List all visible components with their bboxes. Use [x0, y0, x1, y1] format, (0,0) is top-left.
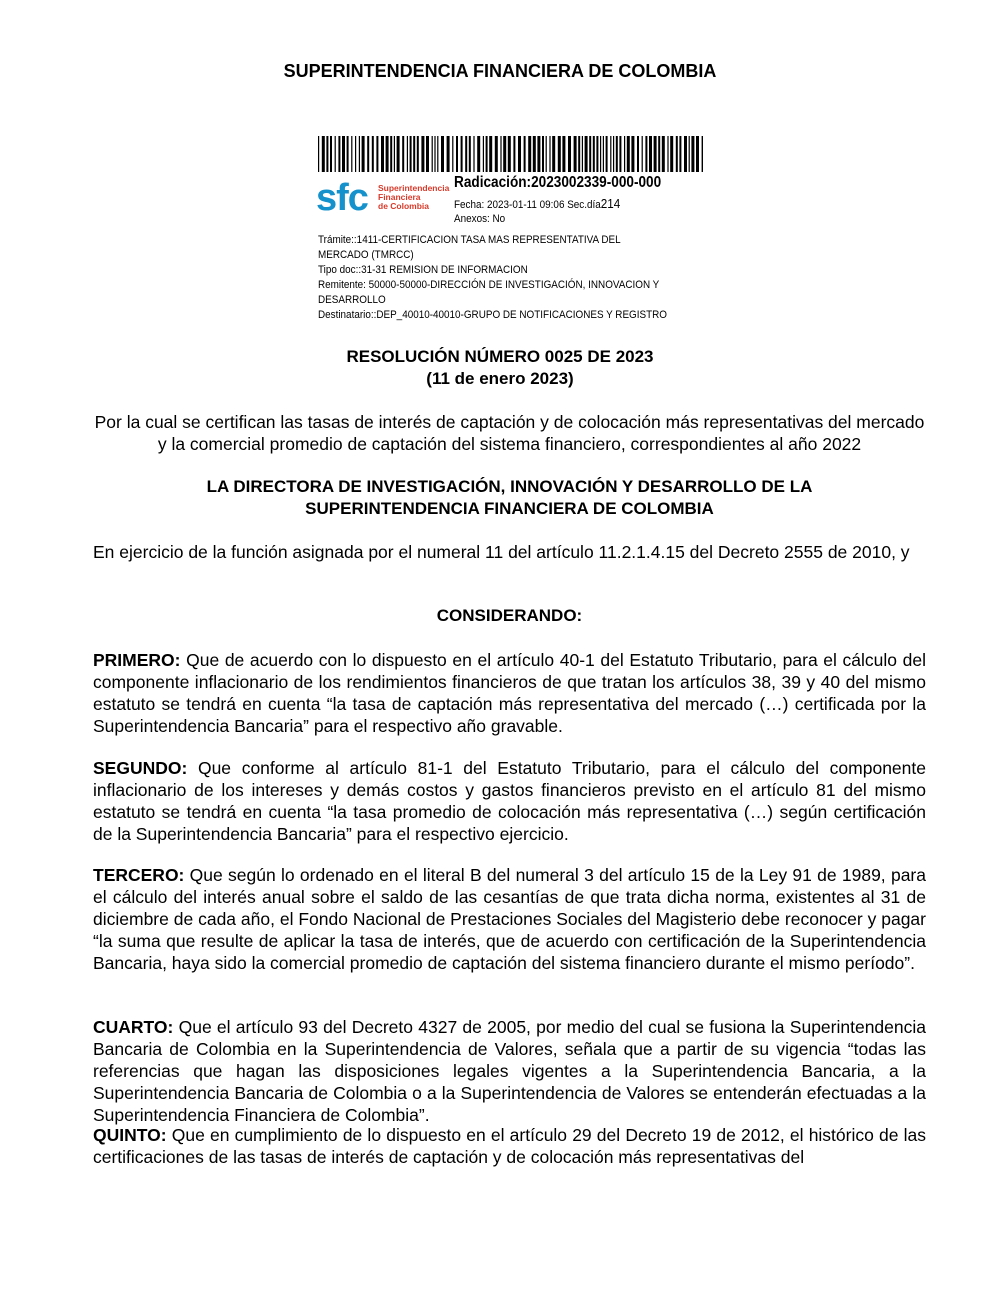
logo-letters: sfc: [316, 177, 368, 219]
barcode-bar: [318, 136, 319, 172]
barcode-bar: [589, 136, 591, 172]
barcode-bar: [578, 136, 580, 172]
barcode-bar: [407, 136, 408, 172]
meta-line: DESARROLLO: [318, 294, 386, 306]
barcode-bar: [351, 136, 352, 172]
barcode-bar: [667, 136, 668, 172]
barcode-bar: [649, 136, 652, 172]
exercise-paragraph: En ejercicio de la función asignada por el numeral 11 del artículo 11.2.1.4.15 del Decreto 2555 de 2010, y: [93, 542, 910, 562]
radicacion-stamp: [316, 136, 716, 326]
barcode-bar: [642, 136, 643, 172]
stamp-date: [454, 196, 620, 211]
barcode-bar: [417, 136, 419, 172]
barcode-bar: [503, 136, 506, 172]
barcode-bar: [568, 136, 571, 172]
barcode-bar: [613, 136, 614, 172]
considerando-heading: CONSIDERANDO:: [436, 606, 583, 625]
barcode-bar: [616, 136, 618, 172]
barcode-bar: [432, 136, 433, 172]
barcode-bar: [537, 136, 540, 172]
barcode-bar: [322, 136, 325, 172]
barcode-bar: [582, 136, 583, 172]
barcode-bar: [596, 136, 598, 172]
paragraph-segundo: [93, 757, 926, 845]
paragraph-cuarto: [93, 1016, 926, 1126]
institution-header: SUPERINTENDENCIA FINANCIERA DE COLOMBIA: [283, 61, 717, 81]
barcode-bar: [631, 136, 634, 172]
barcode-bar: [500, 136, 501, 172]
paragraph-text: Que según lo ordenado en el literal B del numeral 3 del artículo 15 de la Ley 91 de 1989, para el cálculo del interés anual sobre el saldo de las cesantías de que trata dicha norma, existentes al 31 de diciembre de cada año, el Fondo Nacional de Prestaciones Sociales del Magisterio debe reconocer y pagar “la suma que resulte de aplicar la tasa de interés, que de acuerdo con certificación de la Superintendencia Bancaria, haya sido la comercial promedio de captación del sistema financiero durante el mismo período”.: [93, 865, 926, 973]
barcode-bar: [426, 136, 429, 172]
barcode-bar: [367, 136, 369, 172]
barcode-bar: [518, 136, 521, 172]
barcode-bar: [372, 136, 374, 172]
barcode-bar: [381, 136, 384, 172]
barcode-bar: [524, 136, 526, 172]
barcode-bar: [376, 136, 378, 172]
sfc-logo: [316, 178, 451, 218]
barcode-bar: [342, 136, 345, 172]
paragraph-lead: PRIMERO:: [93, 650, 181, 670]
barcode-bar: [362, 136, 365, 172]
paragraph-text: Que de acuerdo con lo dispuesto en el artículo 40-1 del Estatuto Tributario, para el cálculo del componente inflacionario de los rendimientos financieros de que tratan los artículos 38, 39 y 40 del mismo estatuto se tendrá en cuenta “la tasa de captación más representativa del mercado (…) certificada por la Superintendencia Bancaria” para el respectivo año gravable.: [93, 650, 926, 736]
barcode-bar: [658, 136, 660, 172]
barcode-bar: [386, 136, 389, 172]
barcode-bar: [413, 136, 415, 172]
logo-subtitle: [378, 184, 449, 211]
barcode-bar: [676, 136, 678, 172]
logo-line: Financiera: [378, 192, 421, 202]
barcode-bar: [508, 136, 511, 172]
barcode-bar: [410, 136, 412, 172]
barcode-bar: [662, 136, 665, 172]
barcode-bar: [447, 136, 450, 172]
barcode-bar: [549, 136, 550, 172]
barcode-bar: [606, 136, 608, 172]
barcode-bar: [689, 136, 690, 172]
barcode-bar: [533, 136, 536, 172]
paragraph-lead: TERCERO:: [93, 865, 185, 885]
authority-line: SUPERINTENDENCIA FINANCIERA DE COLOMBIA: [305, 499, 714, 518]
barcode-bar: [483, 136, 484, 172]
barcode-bar: [645, 136, 647, 172]
barcode-bar: [513, 136, 515, 172]
stamp-anexos: Anexos: No: [454, 213, 506, 225]
barcode-bar: [528, 136, 531, 172]
barcode-bar: [627, 136, 630, 172]
stamp-date-text: Fecha: 2023-01-11 09:06 Sec.día: [454, 199, 601, 211]
radicacion-number: Radicación:2023002339-000-000: [454, 174, 662, 191]
barcode-bar: [421, 136, 424, 172]
barcode-bar: [552, 136, 555, 172]
barcode-bar: [335, 136, 336, 172]
barcode-bar: [702, 136, 703, 172]
resolution-number: RESOLUCIÓN NÚMERO 0025 DE 2023: [346, 347, 654, 366]
barcode-bar: [437, 136, 438, 172]
paragraph-lead: CUARTO:: [93, 1017, 174, 1037]
barcode-bar: [593, 136, 595, 172]
barcode-bar: [654, 136, 657, 172]
barcode-bar: [542, 136, 544, 172]
barcode-bar: [465, 136, 467, 172]
meta-line: Remitente: 50000-50000-DIRECCIÓN DE INVESTIGACIÓN, INNOVACION Y: [318, 279, 660, 291]
barcode-bar: [637, 136, 639, 172]
barcode-bar: [546, 136, 547, 172]
barcode-bar: [477, 136, 480, 172]
barcode-bar: [355, 136, 356, 172]
barcode-bar: [402, 136, 404, 172]
barcode-bar: [670, 136, 673, 172]
paragraph-primero: [93, 649, 926, 737]
paragraph-lead: QUINTO:: [93, 1125, 167, 1145]
barcode-bar: [619, 136, 621, 172]
barcode-bar: [338, 136, 340, 172]
logo-line: de Colombia: [378, 201, 430, 211]
barcode-bar: [603, 136, 604, 172]
barcode: [318, 136, 703, 172]
barcode-bar: [558, 136, 561, 172]
barcode-bar: [390, 136, 392, 172]
barcode-bar: [495, 136, 498, 172]
barcode-bar: [434, 136, 435, 172]
barcode-bar: [684, 136, 687, 172]
barcode-bar: [473, 136, 474, 172]
barcode-bar: [691, 136, 694, 172]
resolution-title: [0, 346, 1000, 390]
paragraph-text: Que el artículo 93 del Decreto 4327 de 2005, por medio del cual se fusiona la Superintendencia Bancaria de Colombia en la Superintendencia de Valores, señala que a partir de su vigencia “todas las referencias que hagan las disposiciones legales vigentes a la Superintendencia Bancaria, a la Superintendencia Bancaria de Colombia o a la Superintendencia de Valores se entenderán efectuadas a la Superintendencia Financiera de Colombia”.: [93, 1017, 926, 1125]
barcode-bar: [624, 136, 625, 172]
barcode-bar: [486, 136, 488, 172]
barcode-bar: [441, 136, 444, 172]
barcode-bar: [489, 136, 492, 172]
paragraph-text: Que en cumplimiento de lo dispuesto en el artículo 29 del Decreto 19 de 2012, el histórico de las certificaciones de las tasas de interés de captación y de colocación más representativas del: [93, 1125, 926, 1167]
paragraph-quinto: [93, 1124, 926, 1168]
barcode-bar: [585, 136, 588, 172]
paragraph-tercero: [93, 864, 926, 974]
barcode-bar: [397, 136, 400, 172]
meta-line: Tipo doc::31-31 REMISION DE INFORMACION: [318, 264, 528, 276]
paragraph-text: Que conforme al artículo 81-1 del Estatuto Tributario, para el cálculo del componente inflacionario de los intereses y demás costos y gastos financieros previsto en el artículo 81 del mismo estatuto se tendrá en cuenta “la tasa promedio de colocación más representativa (…) según certificación de la Superintendencia Bancaria” para el respectivo ejercicio.: [93, 758, 926, 844]
authority-heading: [93, 476, 926, 520]
logo-line: Superintendencia: [378, 183, 450, 193]
paragraph-lead: SEGUNDO:: [93, 758, 188, 778]
barcode-bar: [394, 136, 395, 172]
barcode-bar: [461, 136, 463, 172]
stamp-metadata: [318, 233, 678, 323]
barcode-bar: [469, 136, 471, 172]
barcode-bar: [330, 136, 332, 172]
barcode-bar: [610, 136, 611, 172]
meta-line: MERCADO (TMRCC): [318, 249, 414, 261]
meta-line: Destinatario::DEP_40010-40010-GRUPO DE NOTIFICACIONES Y REGISTRO: [318, 309, 668, 321]
resolution-date: (11 de enero 2023): [426, 369, 574, 388]
barcode-bar: [347, 136, 349, 172]
barcode-bar: [326, 136, 328, 172]
barcode-bar: [452, 136, 453, 172]
sec-dia-number: 214: [600, 196, 621, 211]
barcode-bar: [600, 136, 601, 172]
barcode-bar: [679, 136, 681, 172]
barcode-bar: [574, 136, 577, 172]
subject-paragraph: Por la cual se certifican las tasas de interés de captación y de colocación más representativas del mercado y la comercial promedio de captación del sistema financiero, correspondientes al año 2022: [94, 412, 925, 454]
barcode-bar: [696, 136, 699, 172]
barcode-bar: [456, 136, 458, 172]
barcode-bar: [359, 136, 360, 172]
meta-line: Trámite::1411-CERTIFICACION TASA MAS REPRESENTATIVA DEL: [318, 234, 621, 246]
barcode-bar: [562, 136, 565, 172]
authority-line: LA DIRECTORA DE INVESTIGACIÓN, INNOVACIÓN Y DESARROLLO DE LA: [206, 477, 813, 496]
